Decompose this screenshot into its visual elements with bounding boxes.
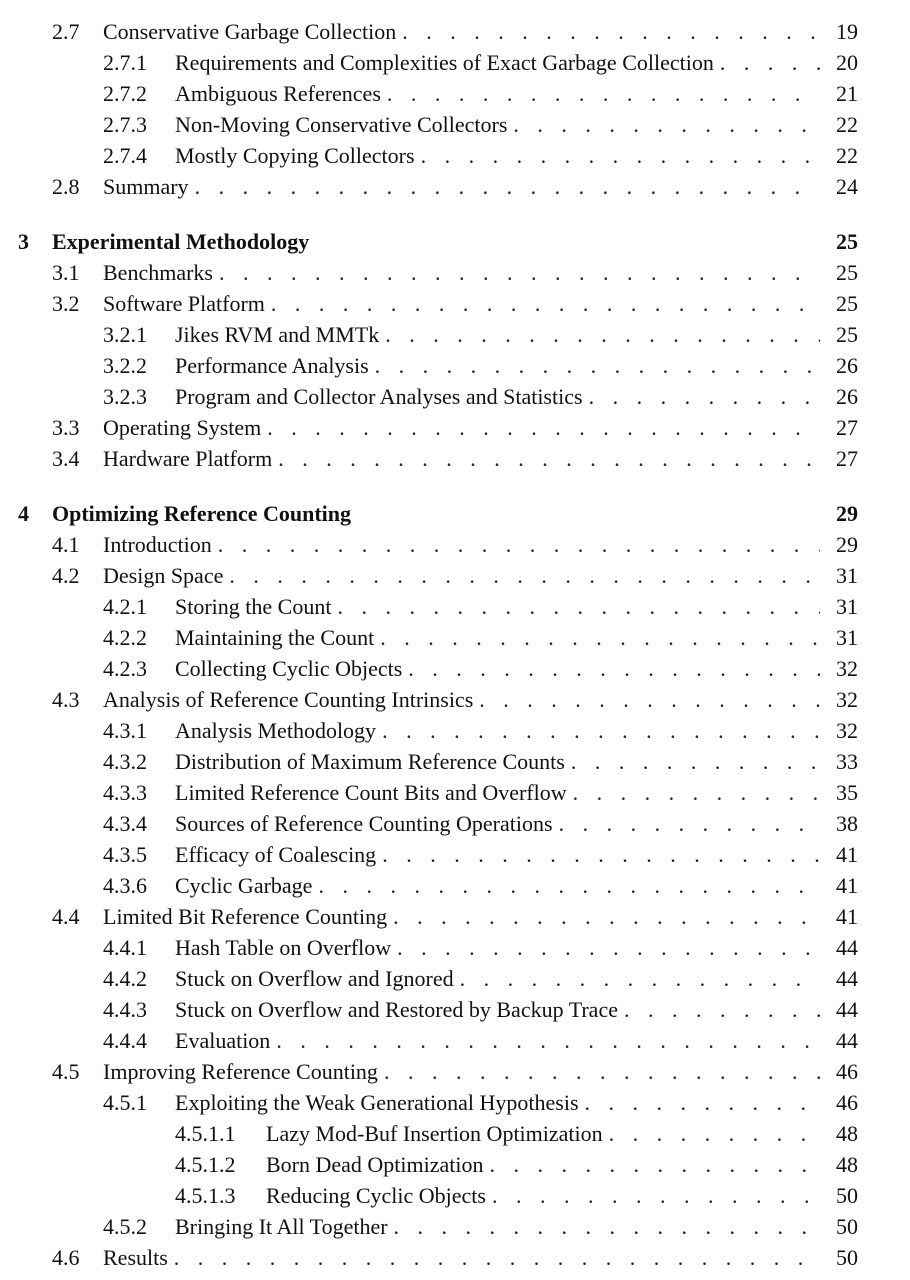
toc-entry-number: 4.3 (52, 687, 80, 712)
toc-entry-row[interactable] (0, 839, 910, 870)
toc-entry-row[interactable] (0, 109, 910, 140)
toc-entry-number: 3.2.3 (103, 384, 147, 409)
toc-entry-title: Hash Table on Overflow (175, 935, 392, 960)
toc-entry-title-group (175, 381, 820, 412)
toc-entry-title: Exploiting the Weak Generational Hypothesis (175, 1090, 579, 1115)
dot-leader (229, 560, 820, 591)
toc-entry-title-group (175, 746, 820, 777)
toc-entry-row[interactable] (0, 653, 910, 684)
toc-page-number: 48 (836, 1152, 858, 1177)
toc-entry-number: 4.5.1.3 (175, 1183, 236, 1208)
toc-entry-title: Introduction (103, 532, 212, 557)
toc-page-number: 46 (836, 1059, 858, 1084)
toc-entry-number: 4.3.1 (103, 718, 147, 743)
toc-entry-number: 4.3.5 (103, 842, 147, 867)
toc-entry-title-group (175, 78, 820, 109)
toc-page-number: 25 (836, 229, 858, 254)
toc-page-number: 32 (836, 718, 858, 743)
toc-entry-title-group (103, 560, 820, 591)
dot-leader (571, 746, 820, 777)
toc-entry-row[interactable] (0, 1242, 910, 1273)
toc-entry-title-group (175, 963, 820, 994)
toc-entry-title: Efficacy of Coalescing (175, 842, 377, 867)
toc-page-number: 31 (836, 625, 858, 650)
toc-page-number: 32 (836, 656, 858, 681)
toc-entry-title-group (52, 226, 820, 257)
toc-entry-title-group (103, 684, 820, 715)
toc-page-number: 20 (836, 50, 858, 75)
toc-entry-number: 4.1 (52, 532, 80, 557)
toc-entry-number: 4.2.3 (103, 656, 147, 681)
table-of-contents (0, 16, 910, 1273)
toc-page-number: 50 (836, 1245, 858, 1270)
toc-entry-row[interactable] (0, 1025, 910, 1056)
dot-leader (490, 1149, 820, 1180)
toc-entry-title-group (266, 1149, 820, 1180)
dot-leader (609, 1118, 820, 1149)
toc-page-number: 22 (836, 112, 858, 137)
dot-leader (720, 47, 820, 78)
toc-entry-row[interactable] (0, 870, 910, 901)
toc-entry-row[interactable] (0, 319, 910, 350)
dot-leader (513, 109, 820, 140)
toc-page-number: 38 (836, 811, 858, 836)
toc-entry-title-group (103, 288, 820, 319)
toc-entry-row[interactable] (0, 932, 910, 963)
toc-page-number: 48 (836, 1121, 858, 1146)
toc-entry-number: 4 (18, 501, 29, 526)
dot-leader (408, 653, 820, 684)
toc-page-number: 32 (836, 687, 858, 712)
toc-entry-row[interactable] (0, 1118, 910, 1149)
toc-entry-title: Hardware Platform (103, 446, 273, 471)
toc-entry-number: 2.7.2 (103, 81, 147, 106)
toc-entry-title-group (175, 1211, 820, 1242)
toc-page-number: 29 (836, 501, 858, 526)
dot-leader (219, 257, 820, 288)
toc-entry-title: Requirements and Complexities of Exact Garbage Collection (175, 50, 714, 75)
toc-entry-number: 4.3.6 (103, 873, 147, 898)
toc-page-number: 25 (836, 291, 858, 316)
toc-entry-title: Stuck on Overflow and Ignored (175, 966, 454, 991)
toc-page-number: 31 (836, 594, 858, 619)
dot-leader (573, 777, 820, 808)
dot-leader (174, 1242, 820, 1273)
toc-entry-title: Storing the Count (175, 594, 332, 619)
toc-entry-row[interactable] (0, 1180, 910, 1211)
toc-entry-row[interactable] (0, 777, 910, 808)
toc-page-number: 35 (836, 780, 858, 805)
toc-entry-number: 4.6 (52, 1245, 80, 1270)
toc-entry-title-group (175, 622, 820, 653)
dot-leader (218, 529, 820, 560)
toc-entry-title-group (175, 653, 820, 684)
toc-entry-title-group (103, 443, 820, 474)
toc-entry-title: Results (103, 1245, 168, 1270)
toc-page-number: 44 (836, 1028, 858, 1053)
dot-leader (585, 1087, 820, 1118)
toc-page-number: 29 (836, 532, 858, 557)
toc-chapter-row[interactable] (0, 226, 910, 257)
toc-entry-row[interactable] (0, 381, 910, 412)
toc-entry-row[interactable] (0, 1149, 910, 1180)
toc-page-number: 44 (836, 997, 858, 1022)
toc-entry-number: 4.3.3 (103, 780, 147, 805)
toc-entry-row[interactable] (0, 443, 910, 474)
toc-entry-title-group (266, 1180, 820, 1211)
toc-entry-title-group (175, 839, 820, 870)
toc-entry-title-group (175, 1025, 820, 1056)
dot-leader (385, 319, 820, 350)
toc-page-number: 41 (836, 904, 858, 929)
dot-leader (589, 381, 820, 412)
toc-entry-row[interactable] (0, 591, 910, 622)
toc-page-number: 31 (836, 563, 858, 588)
dot-leader (382, 715, 820, 746)
toc-entry-title: Bringing It All Together (175, 1214, 388, 1239)
toc-entry-row[interactable] (0, 140, 910, 171)
toc-entry-title-group (175, 932, 820, 963)
toc-entry-number: 4.4.3 (103, 997, 147, 1022)
toc-entry-title: Sources of Reference Counting Operations (175, 811, 553, 836)
toc-entry-row[interactable] (0, 288, 910, 319)
dot-leader (421, 140, 820, 171)
toc-page-number: 19 (836, 19, 858, 44)
toc-entry-number: 3 (18, 229, 29, 254)
toc-entry-title: Summary (103, 174, 189, 199)
toc-entry-title-group (175, 1087, 820, 1118)
toc-entry-title-group (175, 870, 820, 901)
toc-entry-row[interactable] (0, 808, 910, 839)
toc-entry-row[interactable] (0, 257, 910, 288)
toc-entry-title-group (103, 1056, 820, 1087)
toc-page-number: 22 (836, 143, 858, 168)
toc-entry-row[interactable] (0, 171, 910, 202)
toc-entry-title: Non-Moving Conservative Collectors (175, 112, 508, 137)
toc-entry-title: Born Dead Optimization (266, 1152, 484, 1177)
toc-page-number: 26 (836, 353, 858, 378)
toc-entry-title: Conservative Garbage Collection (103, 19, 397, 44)
toc-entry-row[interactable] (0, 47, 910, 78)
toc-entry-title-group (175, 808, 820, 839)
toc-page-number: 33 (836, 749, 858, 774)
dot-leader (402, 16, 820, 47)
toc-page-number: 27 (836, 446, 858, 471)
toc-entry-number: 4.5.1.1 (175, 1121, 236, 1146)
dot-leader (492, 1180, 820, 1211)
toc-page-number: 41 (836, 873, 858, 898)
toc-entry-number: 4.5.1 (103, 1090, 147, 1115)
toc-entry-row[interactable] (0, 560, 910, 591)
toc-entry-number: 3.2.2 (103, 353, 147, 378)
toc-entry-title-group (175, 109, 820, 140)
toc-entry-number: 4.3.2 (103, 749, 147, 774)
toc-entry-title-group (103, 16, 820, 47)
dot-leader (267, 412, 820, 443)
toc-entry-row[interactable] (0, 412, 910, 443)
toc-entry-title: Limited Bit Reference Counting (103, 904, 388, 929)
dot-leader (278, 443, 820, 474)
toc-entry-title: Experimental Methodology (52, 229, 310, 254)
toc-entry-number: 2.8 (52, 174, 80, 199)
toc-entry-row[interactable] (0, 1211, 910, 1242)
toc-entry-number: 4.5.1.2 (175, 1152, 236, 1177)
toc-entry-number: 2.7.4 (103, 143, 147, 168)
toc-entry-number: 4.5.2 (103, 1214, 147, 1239)
toc-entry-number: 4.3.4 (103, 811, 147, 836)
toc-entry-row[interactable] (0, 901, 910, 932)
toc-entry-title-group (175, 140, 820, 171)
dot-leader (276, 1025, 820, 1056)
toc-entry-title: Reducing Cyclic Objects (266, 1183, 486, 1208)
toc-page-number: 46 (836, 1090, 858, 1115)
toc-entry-title: Lazy Mod-Buf Insertion Optimization (266, 1121, 603, 1146)
toc-entry-row[interactable] (0, 715, 910, 746)
toc-entry-title-group (103, 529, 820, 560)
toc-entry-title: Collecting Cyclic Objects (175, 656, 403, 681)
toc-entry-number: 2.7.3 (103, 112, 147, 137)
dot-leader (393, 901, 820, 932)
toc-entry-title: Maintaining the Count (175, 625, 375, 650)
dot-leader (394, 1211, 820, 1242)
toc-entry-number: 3.2.1 (103, 322, 147, 347)
toc-page-number: 21 (836, 81, 858, 106)
toc-entry-title: Analysis of Reference Counting Intrinsics (103, 687, 474, 712)
toc-entry-row[interactable] (0, 963, 910, 994)
toc-entry-row[interactable] (0, 746, 910, 777)
toc-chapter-row[interactable] (0, 498, 910, 529)
dot-leader (380, 622, 820, 653)
toc-entry-number: 4.4.1 (103, 935, 147, 960)
toc-entry-title: Program and Collector Analyses and Statistics (175, 384, 583, 409)
toc-entry-row[interactable] (0, 994, 910, 1025)
toc-entry-title-group (103, 171, 820, 202)
toc-entry-title: Stuck on Overflow and Restored by Backup Trace (175, 997, 618, 1022)
toc-entry-number: 3.1 (52, 260, 80, 285)
toc-entry-title: Limited Reference Count Bits and Overflow (175, 780, 567, 805)
toc-entry-title-group (52, 498, 820, 529)
toc-entry-title: Ambiguous References (175, 81, 381, 106)
toc-page-number: 50 (836, 1214, 858, 1239)
toc-entry-number: 4.5 (52, 1059, 80, 1084)
dot-leader (479, 684, 820, 715)
toc-entry-title-group (103, 901, 820, 932)
dot-leader (271, 288, 820, 319)
toc-entry-title-group (175, 47, 820, 78)
toc-entry-title: Improving Reference Counting (103, 1059, 378, 1084)
dot-leader (384, 1056, 820, 1087)
toc-page-number: 25 (836, 260, 858, 285)
toc-page-number: 41 (836, 842, 858, 867)
toc-entry-number: 2.7.1 (103, 50, 147, 75)
dot-leader (318, 870, 820, 901)
toc-entry-row[interactable] (0, 1056, 910, 1087)
toc-entry-title: Distribution of Maximum Reference Counts (175, 749, 565, 774)
toc-entry-number: 4.2.1 (103, 594, 147, 619)
toc-entry-number: 3.4 (52, 446, 80, 471)
toc-entry-row[interactable] (0, 529, 910, 560)
toc-entry-title-group (266, 1118, 820, 1149)
toc-page-number: 24 (836, 174, 858, 199)
toc-entry-title: Benchmarks (103, 260, 213, 285)
toc-entry-row[interactable] (0, 350, 910, 381)
dot-leader (559, 808, 820, 839)
toc-entry-title: Cyclic Garbage (175, 873, 313, 898)
toc-entry-title: Software Platform (103, 291, 265, 316)
toc-entry-title-group (175, 777, 820, 808)
dot-leader (624, 994, 820, 1025)
toc-entry-number: 4.4.2 (103, 966, 147, 991)
toc-entry-title-group (103, 257, 820, 288)
toc-entry-number: 4.2.2 (103, 625, 147, 650)
toc-entry-title: Analysis Methodology (175, 718, 377, 743)
toc-page-number: 26 (836, 384, 858, 409)
toc-page-number: 50 (836, 1183, 858, 1208)
dot-leader (375, 350, 820, 381)
toc-entry-title-group (175, 994, 820, 1025)
toc-entry-row[interactable] (0, 16, 910, 47)
toc-page-number: 44 (836, 966, 858, 991)
dot-leader (387, 78, 820, 109)
dot-leader (397, 932, 820, 963)
toc-entry-row[interactable] (0, 78, 910, 109)
toc-entry-title: Optimizing Reference Counting (52, 501, 352, 526)
toc-entry-title-group (175, 715, 820, 746)
dot-leader (382, 839, 820, 870)
toc-entry-row[interactable] (0, 1087, 910, 1118)
toc-entry-number: 4.4.4 (103, 1028, 147, 1053)
toc-entry-title-group (175, 591, 820, 622)
toc-entry-number: 3.2 (52, 291, 80, 316)
toc-page-number: 44 (836, 935, 858, 960)
toc-entry-title: Jikes RVM and MMTk (175, 322, 380, 347)
toc-entry-number: 2.7 (52, 19, 80, 44)
dot-leader (195, 171, 820, 202)
toc-entry-number: 4.2 (52, 563, 80, 588)
toc-entry-title-group (103, 412, 820, 443)
toc-entry-title-group (103, 1242, 820, 1273)
toc-entry-title: Mostly Copying Collectors (175, 143, 415, 168)
toc-entry-row[interactable] (0, 622, 910, 653)
toc-page-number: 27 (836, 415, 858, 440)
toc-entry-title: Performance Analysis (175, 353, 369, 378)
toc-entry-number: 3.3 (52, 415, 80, 440)
dot-leader (460, 963, 820, 994)
toc-entry-title-group (175, 350, 820, 381)
toc-entry-title: Operating System (103, 415, 262, 440)
toc-entry-title-group (175, 319, 820, 350)
toc-entry-title: Design Space (103, 563, 224, 588)
toc-page-number: 25 (836, 322, 858, 347)
toc-entry-row[interactable] (0, 684, 910, 715)
toc-entry-number: 4.4 (52, 904, 80, 929)
toc-entry-title: Evaluation (175, 1028, 271, 1053)
dot-leader (337, 591, 820, 622)
